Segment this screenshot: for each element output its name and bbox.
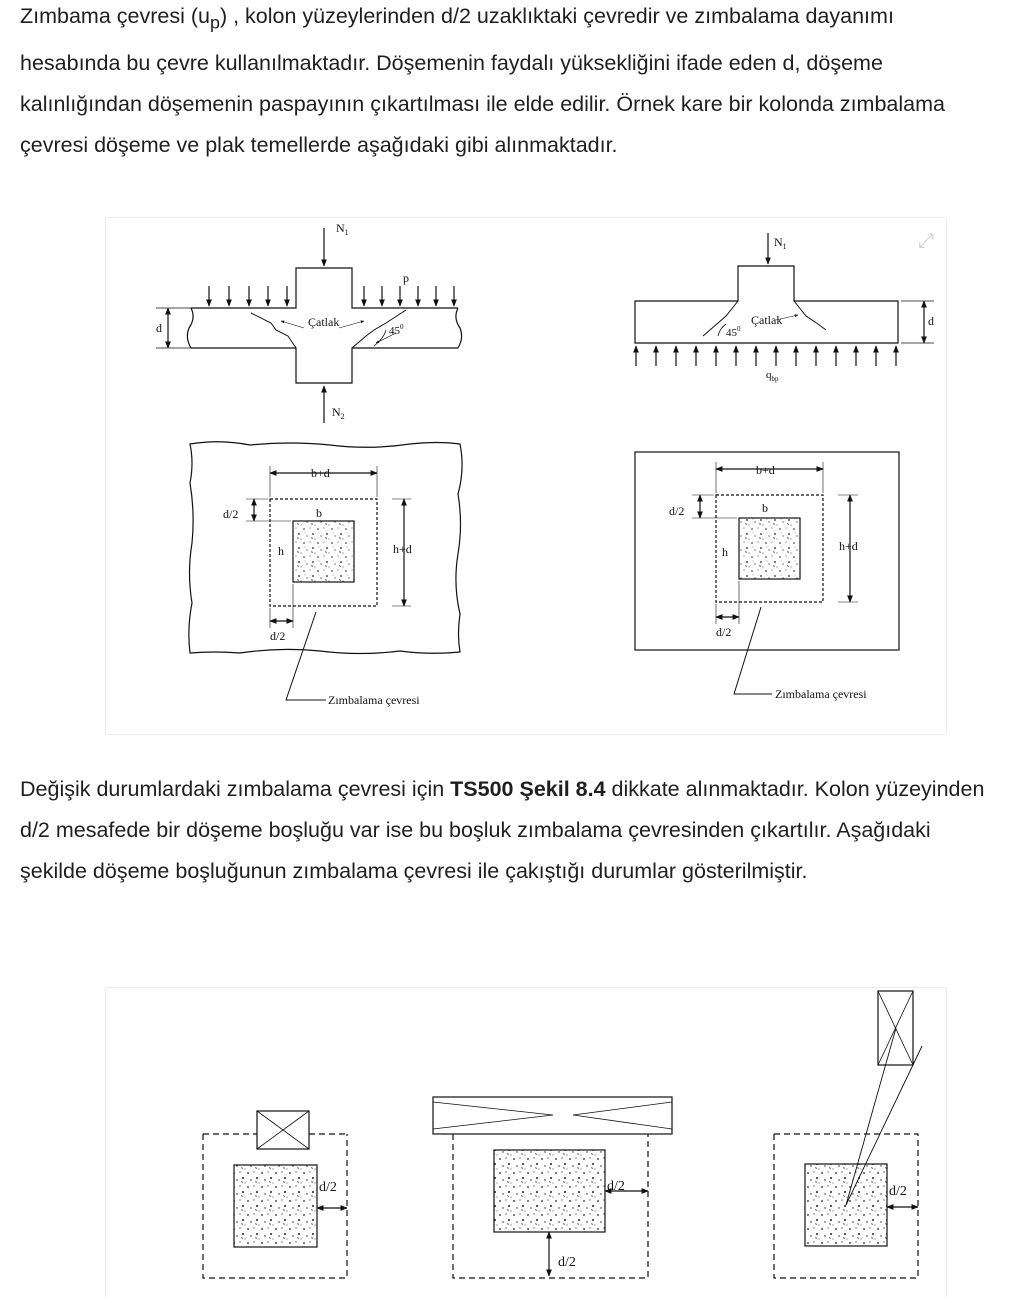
load-n1-label-right: $N_1$ xyxy=(774,235,787,251)
height-total-label-left: h+d xyxy=(393,542,412,556)
soil-pressure-label: $q_{bp}$ xyxy=(766,369,779,383)
case2-offset-bottom-label: d/2 xyxy=(558,1255,576,1270)
case1-offset-label: d/2 xyxy=(319,1180,337,1195)
ts500-reference: TS500 Şekil 8.4 xyxy=(450,777,606,801)
perimeter-label-right: Zımbalama çevresi xyxy=(775,687,867,701)
crack-label-right: Çatlak xyxy=(751,313,783,327)
figure1-drawing xyxy=(106,218,946,734)
load-n2-label: $N_2$ xyxy=(332,405,345,421)
second-paragraph: Değişik durumlardaki zımbalama çevresi için TS500 Şekil 8.4 dikkate alınmaktadır. Kolon yüzeyinden d/2 mesafede bir döşeme boşluğu var ise bu boşluk zımbalama çevresinden çıkartılır. Aşağıdaki şekilde döşeme boşluğunun zımbalama çevresi ile çakıştığı durumlar gösterilmiştir. xyxy=(20,777,985,883)
offset-top-label-right: d/2 xyxy=(669,504,685,518)
crack-label-left: Çatlak xyxy=(308,315,340,329)
width-label-right: b xyxy=(762,501,768,515)
slab-opening-figure[interactable] xyxy=(105,987,947,1298)
width-total-label-right: b+d xyxy=(756,463,775,477)
plan-left xyxy=(189,442,462,700)
height-total-label-right: h+d xyxy=(839,539,858,553)
expand-icon[interactable]: ⤢ xyxy=(918,230,934,252)
foundation-section-right xyxy=(635,233,934,366)
case3-offset-label: d/2 xyxy=(889,1184,907,1199)
distributed-load-label: p xyxy=(403,271,409,285)
angle-label-right: $45^0$ xyxy=(726,325,741,339)
offset-bottom-label-left: d/2 xyxy=(270,629,286,643)
height-label-right: h xyxy=(722,545,728,559)
offset-top-label-left: d/2 xyxy=(223,507,239,521)
depth-label-left: d xyxy=(156,321,162,335)
intro-paragraph: Zımbama çevresi $(u_p)$ , kolon yüzeylerinden d/2 uzaklıktaki çevredir ve zımbalama dayanımı hesabında bu çevre kullanılmaktadır. Döşemenin faydalı yüksekliğini ifade eden d, döşeme kalınlığından döşemenin paspayının çıkartılması ile elde edilir. Örnek kare bir kolonda zımbalama çevresi döşeme ve plak temellerde aşağıdaki gibi alınmaktadır. xyxy=(20,4,945,158)
angle-label-left: $45^0$ xyxy=(389,323,404,337)
height-label-left: h xyxy=(278,544,284,558)
offset-bottom-label-right: d/2 xyxy=(716,625,732,639)
plan-right xyxy=(635,452,899,694)
subscript-p: p xyxy=(209,12,220,33)
punching-perimeter-figure[interactable] xyxy=(105,217,947,735)
case-2-long-opening xyxy=(433,1097,672,1278)
width-label-left: b xyxy=(316,506,322,520)
width-total-label-left: b+d xyxy=(311,466,330,480)
case2-offset-side-label: d/2 xyxy=(607,1179,625,1194)
load-n1-label: $N_1$ xyxy=(336,221,349,237)
case-3-distant-opening xyxy=(774,991,922,1278)
perimeter-label-left: Zımbalama çevresi xyxy=(328,693,420,707)
depth-label-right: d xyxy=(928,314,934,328)
figure2-drawing xyxy=(106,988,946,1298)
